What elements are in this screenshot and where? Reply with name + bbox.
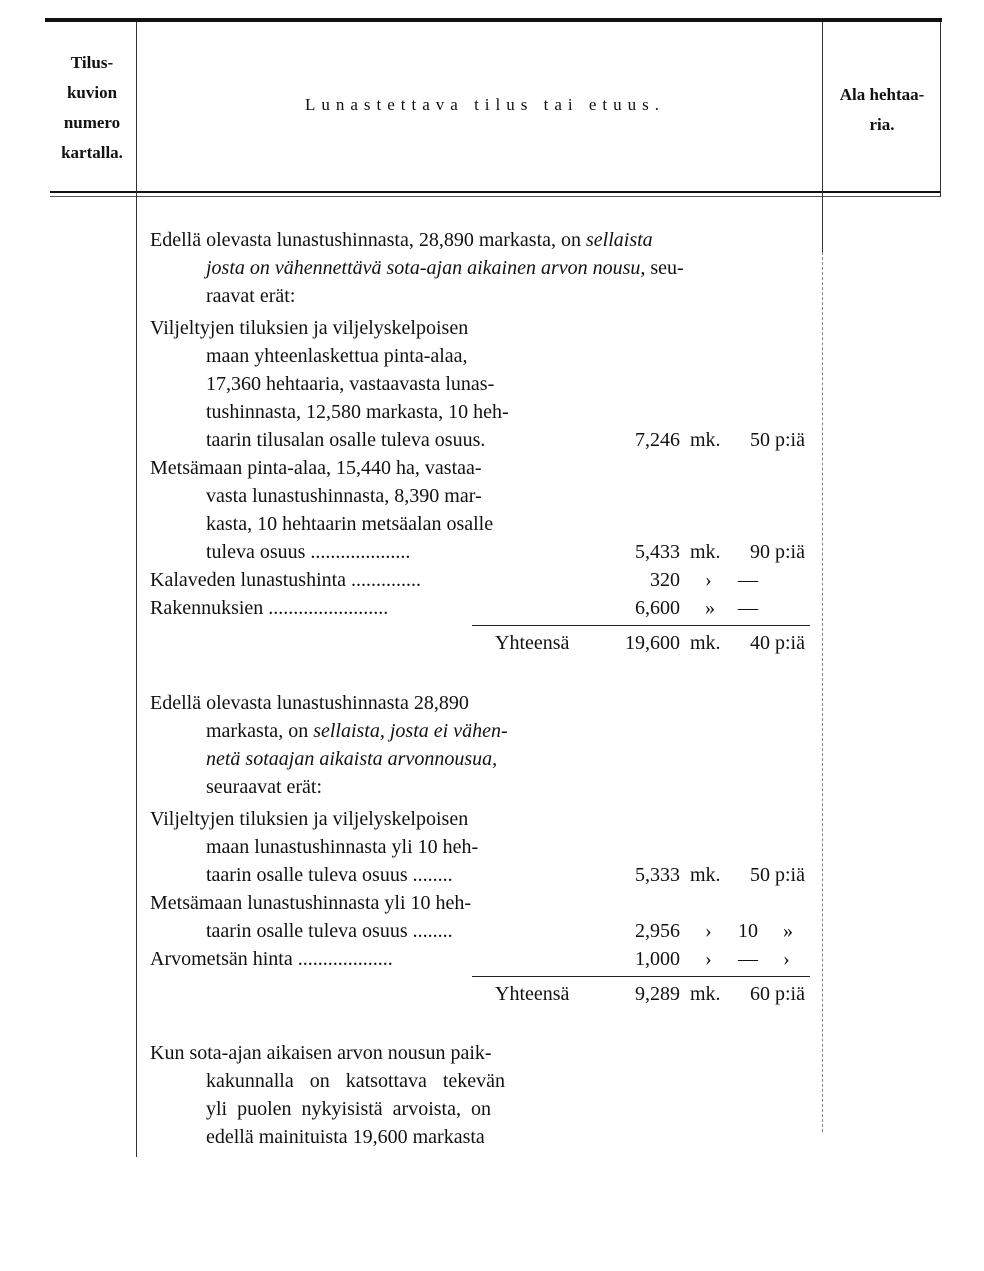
- s2-intro-line-4: seuraavat erät:: [206, 776, 323, 798]
- s2-sum-rule: [472, 976, 810, 977]
- s1-item-forest-l2: vasta lunastushinnasta, 8,390 mar-: [206, 485, 482, 507]
- right-border: [940, 22, 941, 197]
- s2-item-forest-l2: taarin osalle tuleva osuus ........: [206, 920, 453, 942]
- s1-item-fishing-water: Kalaveden lunastushinta ..............: [150, 569, 422, 591]
- s1-item-forest-l1: Metsämaan pinta-alaa, 15,440 ha, vastaa-: [150, 457, 482, 479]
- column-divider-1: [136, 22, 137, 1157]
- s1-intro-line-2: josta on vähennettävä sota-ajan aikainen arvon nousu, seu-: [206, 257, 684, 279]
- column-divider-2: [822, 22, 823, 252]
- s2-item-cultivated-l3: taarin osalle tuleva osuus ........: [206, 864, 453, 886]
- s1-item-cultivated-l2: maan yhteenlaskettua pinta-alaa,: [206, 345, 468, 367]
- s2-intro-line-2: markasta, on sellaista, josta ei vähen-: [206, 720, 508, 742]
- s3-line-1: Kun sota-ajan aikaisen arvon nousun paik-: [150, 1042, 492, 1064]
- s3-line-3: yli puolen nykyisistä arvoista, on: [206, 1098, 491, 1120]
- s1-sum-rule: [472, 625, 810, 626]
- header-col-map-number: Tilus- kuvion numero kartalla.: [61, 53, 123, 162]
- s2-intro-line-1: Edellä olevasta lunastushinnasta 28,890: [150, 692, 469, 714]
- top-rule: [45, 18, 942, 22]
- s2-item-valuable-forest: Arvometsän hinta ...................: [150, 948, 393, 970]
- header-col-description: Lunastettava tilus tai etuus.: [304, 95, 665, 114]
- s2-intro-line-3: netä sotaajan aikaista arvonnousua,: [206, 748, 498, 770]
- s1-intro-line-1: Edellä olevasta lunastushinnasta, 28,890 markasta, on sellaista: [150, 229, 653, 251]
- column-divider-2-faint: [822, 252, 823, 1132]
- s1-item-forest-l4: tuleva osuus ....................: [206, 541, 411, 563]
- s1-intro-line-3: raavat erät:: [206, 285, 296, 307]
- s3-line-4: edellä mainituista 19,600 markasta: [206, 1126, 485, 1148]
- s1-item-cultivated-l4: tushinnasta, 12,580 markasta, 10 heh-: [206, 401, 509, 423]
- s1-item-cultivated-l1: Viljeltyjen tiluksien ja viljelyskelpoisen: [150, 317, 469, 339]
- s1-item-cultivated-l3: 17,360 hehtaaria, vastaavasta lunas-: [206, 373, 495, 395]
- s1-item-cultivated-l5: taarin tilusalan osalle tuleva osuus.: [206, 429, 486, 451]
- ledger-page: Tilus- kuvion numero kartalla. Lunastettava tilus tai etuus. Ala hehtaa- ria. Edellä olevasta lunastushinnasta, 28,890 markasta, on sellaista josta on vähennettävä sota-ajan aikainen arvon nousu, seu- raavat erät: Viljeltyjen tiluksien ja viljelyskelpoisen maan yhteenlaskettua pinta-alaa, 17,360 hehtaaria, vastaavasta lunas- tushinnasta, 12,580 markasta, 10 heh- taarin tilusalan osalle tuleva osuus. Metsämaan pinta-alaa, 15,440 ha, vastaa- vasta lunastushinnasta, 8,390 mar- kasta, 10 hehtaarin metsäalan osalle tuleva osuus .................... Kalaveden lunastushinta .............. Rakennuksien ........................ 7,246 mk. 50 p:iä 5,433 mk. 90 p:iä 320 › — 6,600 » — Yhteensä 19,600 mk. 40 p:iä Edellä olevasta lunastushinnasta 28,890 markasta, on sellaista, josta ei vähen- netä sotaajan aikaista arvonnousua, seuraavat erät: Viljeltyjen tiluksien ja viljelyskelpoisen maan lunastushinnasta yli 10 heh- taarin osalle tuleva osuus ........ Metsämaan lunastushinnasta yli 10 heh- taarin osalle tuleva osuus ........ Arvometsän hinta ................... 5,333 mk. 50 p:iä 2,956 › 10 » 1,000 › — › Yhteensä 9,289 mk. 60 p:iä Kun sota-ajan aikaisen arvon nousun paik- kakunnalla on katsottava tekevän yli puolen nykyisistä arvoista, on edellä mainituista 19,600 markasta: [0, 0, 984, 1271]
- header-col-area: Ala hehtaa- ria.: [839, 85, 925, 134]
- s1-total-label: Yhteensä: [495, 632, 570, 654]
- header-bottom-rule: [50, 191, 940, 193]
- s2-item-cultivated-l1: Viljeltyjen tiluksien ja viljelyskelpoisen: [150, 808, 469, 830]
- header-bottom-rule-thin: [50, 196, 940, 197]
- s1-item-forest-l3: kasta, 10 hehtaarin metsäalan osalle: [206, 513, 494, 535]
- s1-item-buildings: Rakennuksien ........................: [150, 597, 389, 619]
- s2-item-cultivated-l2: maan lunastushinnasta yli 10 heh-: [206, 836, 479, 858]
- s3-line-2: kakunnalla on katsottava tekevän: [206, 1070, 506, 1092]
- s2-item-forest-l1: Metsämaan lunastushinnasta yli 10 heh-: [150, 892, 472, 914]
- s2-total-label: Yhteensä: [495, 983, 570, 1005]
